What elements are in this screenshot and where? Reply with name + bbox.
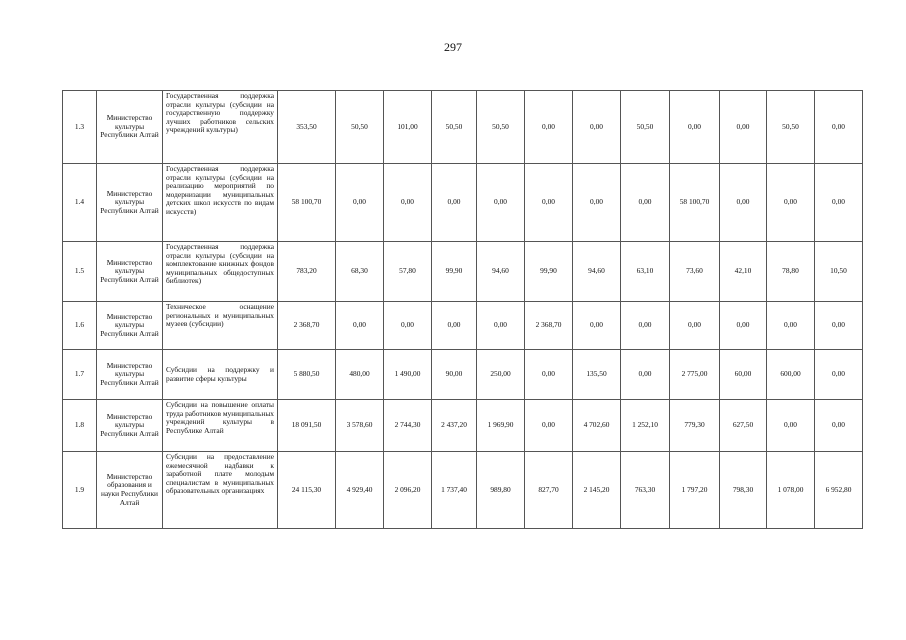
row-number: 1.6: [63, 302, 97, 350]
value-cell: 50,50: [621, 91, 670, 164]
value-cell: 0,00: [815, 302, 863, 350]
value-cell: 135,50: [573, 350, 621, 400]
page-number: 297: [444, 40, 462, 54]
value-cell: 0,00: [573, 164, 621, 242]
value-cell: 2 744,30: [384, 400, 432, 452]
value-cell: 600,00: [767, 350, 815, 400]
value-cell: 0,00: [525, 350, 573, 400]
value-cell: 68,30: [336, 242, 384, 302]
value-cell: 0,00: [573, 91, 621, 164]
value-cell: 0,00: [670, 91, 720, 164]
value-cell: 0,00: [621, 164, 670, 242]
value-cell: 798,30: [720, 452, 767, 529]
value-cell: 90,00: [432, 350, 477, 400]
description-cell: Субсидии на поддержку и развитие сферы культуры: [163, 350, 278, 400]
value-cell: 50,50: [477, 91, 525, 164]
value-cell: 0,00: [477, 164, 525, 242]
value-cell: 1 078,00: [767, 452, 815, 529]
value-cell: 60,00: [720, 350, 767, 400]
value-cell: 1 490,00: [384, 350, 432, 400]
budget-table: [62, 90, 863, 529]
description-cell: Государственная поддержка отрасли культуры (субсидии на комплектование книжных фондов муниципальных общедоступных библиотек): [163, 242, 278, 302]
value-cell: 10,50: [815, 242, 863, 302]
value-cell: 0,00: [525, 400, 573, 452]
value-cell: 4 702,60: [573, 400, 621, 452]
table-body: [63, 91, 863, 529]
value-cell: 0,00: [720, 91, 767, 164]
value-cell: 0,00: [621, 350, 670, 400]
value-cell: 63,10: [621, 242, 670, 302]
description-cell: Техническое оснащение региональных и муниципальных музеев (субсидии): [163, 302, 278, 350]
row-number: 1.4: [63, 164, 97, 242]
value-cell: 0,00: [767, 400, 815, 452]
value-cell: 2 437,20: [432, 400, 477, 452]
ministry-cell: Министерство культуры Республики Алтай: [97, 302, 163, 350]
row-number: 1.3: [63, 91, 97, 164]
value-cell: 57,80: [384, 242, 432, 302]
table-row: [63, 302, 863, 350]
row-number: 1.8: [63, 400, 97, 452]
value-cell: 0,00: [336, 302, 384, 350]
value-cell: 73,60: [670, 242, 720, 302]
table-row: [63, 452, 863, 529]
value-cell: 0,00: [720, 164, 767, 242]
value-cell: 1 737,40: [432, 452, 477, 529]
value-cell: 2 775,00: [670, 350, 720, 400]
value-cell: 0,00: [573, 302, 621, 350]
value-cell: 0,00: [477, 302, 525, 350]
value-cell: 2 368,70: [278, 302, 336, 350]
table-row: [63, 242, 863, 302]
row-number: 1.5: [63, 242, 97, 302]
value-cell: 1 797,20: [670, 452, 720, 529]
table-row: [63, 164, 863, 242]
value-cell: 3 578,60: [336, 400, 384, 452]
value-cell: 0,00: [815, 350, 863, 400]
row-number: 1.7: [63, 350, 97, 400]
value-cell: 0,00: [670, 302, 720, 350]
value-cell: 4 929,40: [336, 452, 384, 529]
value-cell: 18 091,50: [278, 400, 336, 452]
value-cell: 0,00: [815, 400, 863, 452]
value-cell: 58 100,70: [278, 164, 336, 242]
value-cell: 94,60: [573, 242, 621, 302]
ministry-cell: Министерство культуры Республики Алтай: [97, 350, 163, 400]
description-cell: Субсидии на повышение оплаты труда работников муниципальных учреждений культуры в Республике Алтай: [163, 400, 278, 452]
value-cell: 0,00: [432, 302, 477, 350]
value-cell: 0,00: [621, 302, 670, 350]
ministry-cell: Министерство культуры Республики Алтай: [97, 400, 163, 452]
value-cell: 1 252,10: [621, 400, 670, 452]
value-cell: 0,00: [384, 164, 432, 242]
value-cell: 6 952,80: [815, 452, 863, 529]
description-cell: Государственная поддержка отрасли культуры (субсидии на реализацию мероприятий по модернизации муниципальных детских школ искусств по видам искусств): [163, 164, 278, 242]
table-row: [63, 350, 863, 400]
value-cell: 24 115,30: [278, 452, 336, 529]
value-cell: 5 880,50: [278, 350, 336, 400]
value-cell: 480,00: [336, 350, 384, 400]
value-cell: 250,00: [477, 350, 525, 400]
value-cell: 779,30: [670, 400, 720, 452]
value-cell: 99,90: [432, 242, 477, 302]
value-cell: 50,50: [432, 91, 477, 164]
value-cell: 94,60: [477, 242, 525, 302]
ministry-cell: Министерство культуры Республики Алтай: [97, 164, 163, 242]
value-cell: 2 096,20: [384, 452, 432, 529]
description-cell: Субсидии на предоставление ежемесячной надбавки к заработной плате молодым специалистам в муниципальных образовательных организациях: [163, 452, 278, 529]
ministry-cell: Министерство культуры Республики Алтай: [97, 242, 163, 302]
value-cell: 2 145,20: [573, 452, 621, 529]
value-cell: 783,20: [278, 242, 336, 302]
ministry-cell: Министерство культуры Республики Алтай: [97, 91, 163, 164]
value-cell: 42,10: [720, 242, 767, 302]
row-number: 1.9: [63, 452, 97, 529]
value-cell: 763,30: [621, 452, 670, 529]
value-cell: 0,00: [815, 91, 863, 164]
table-row: [63, 91, 863, 164]
ministry-cell: Министерство образования и науки Республики Алтай: [97, 452, 163, 529]
value-cell: 0,00: [767, 164, 815, 242]
value-cell: 2 368,70: [525, 302, 573, 350]
value-cell: 0,00: [384, 302, 432, 350]
table-row: [63, 400, 863, 452]
value-cell: 827,70: [525, 452, 573, 529]
value-cell: 0,00: [525, 91, 573, 164]
value-cell: 0,00: [336, 164, 384, 242]
value-cell: 0,00: [720, 302, 767, 350]
value-cell: 989,80: [477, 452, 525, 529]
value-cell: 50,50: [336, 91, 384, 164]
value-cell: 78,80: [767, 242, 815, 302]
value-cell: 0,00: [767, 302, 815, 350]
description-cell: Государственная поддержка отрасли культуры (субсидии на государственную поддержку лучших работников сельских учреждений культуры): [163, 91, 278, 164]
value-cell: 0,00: [432, 164, 477, 242]
value-cell: 0,00: [815, 164, 863, 242]
value-cell: 50,50: [767, 91, 815, 164]
value-cell: 1 969,90: [477, 400, 525, 452]
value-cell: 58 100,70: [670, 164, 720, 242]
value-cell: 353,50: [278, 91, 336, 164]
value-cell: 0,00: [525, 164, 573, 242]
value-cell: 99,90: [525, 242, 573, 302]
value-cell: 101,00: [384, 91, 432, 164]
value-cell: 627,50: [720, 400, 767, 452]
